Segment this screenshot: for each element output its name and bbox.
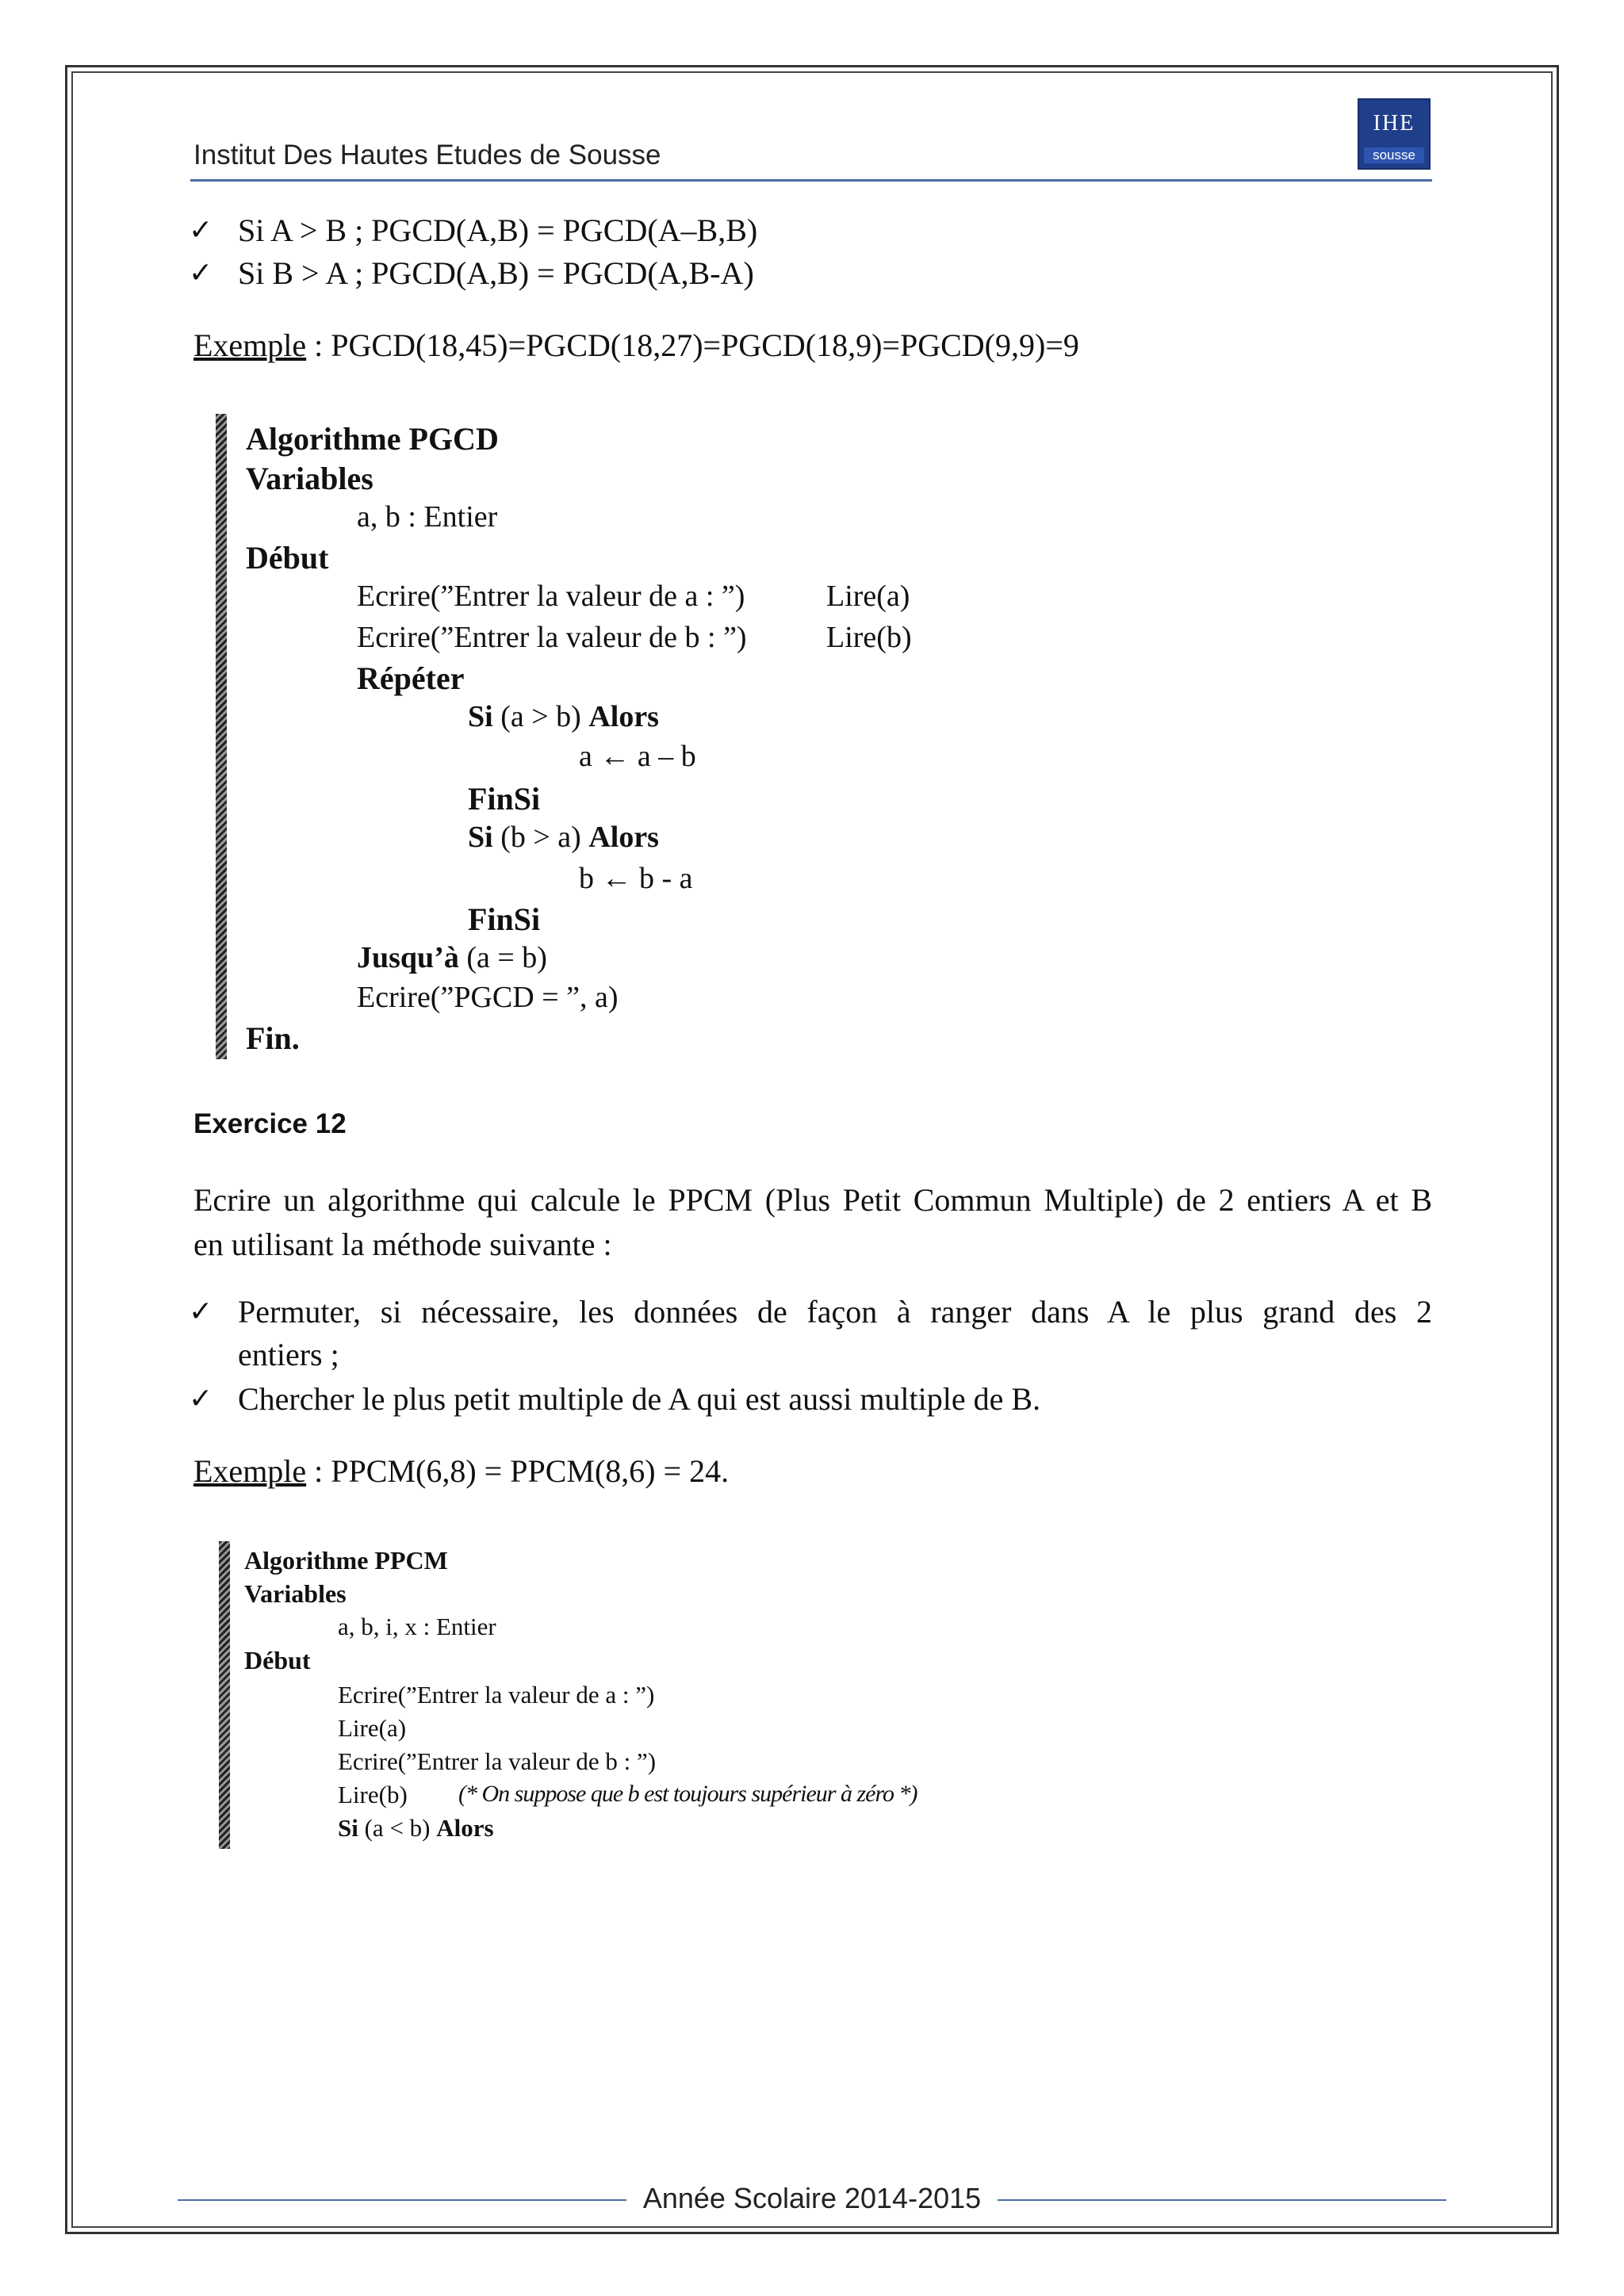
bullet-text: Si B > A ; PGCD(A,B) = PGCD(A,B-A): [238, 255, 754, 291]
code-line: Fin.: [246, 1020, 300, 1056]
bullet-text: Permuter, si nécessaire, les données de façon à ranger dans A le plus grand des 2: [238, 1294, 1432, 1330]
check-icon: ✓: [189, 214, 213, 247]
code-line: a, b, i, x : Entier: [338, 1613, 496, 1640]
code-line: Jusqu’à (a = b): [357, 941, 547, 974]
code-line: Lire(b): [826, 621, 912, 654]
bullet-item: [189, 1291, 1432, 1376]
code-line: Si (b > a) Alors: [468, 821, 659, 854]
header-title: Institut Des Hautes Etudes de Sousse: [193, 140, 661, 170]
code-line: a ← a – b: [579, 740, 696, 773]
code-line: Répéter: [357, 660, 465, 696]
code-comment: (* On suppose que b est toujours supérieur à zéro *): [458, 1781, 917, 1807]
logo-letters: IHE: [1373, 111, 1415, 136]
code-line: Algorithme PPCM: [244, 1546, 448, 1575]
code-line: Ecrire(”Entrer la valeur de b : ”): [338, 1747, 657, 1775]
example-label: Exemple: [193, 1453, 307, 1489]
bullet-text: Si A > B ; PGCD(A,B) = PGCD(A–B,B): [238, 212, 758, 248]
exercise-statement: [193, 1178, 1432, 1267]
code-line: Si (a > b) Alors: [468, 700, 659, 733]
example-pgcd: [193, 323, 1432, 368]
header-rule: [190, 179, 1432, 182]
code-line: Début: [246, 540, 329, 576]
bullet-item: [189, 1378, 1041, 1421]
code-line: Lire(a): [826, 580, 910, 613]
code-margin-bar: [219, 1541, 230, 1849]
code-line: Variables: [246, 461, 373, 496]
page-border-inner: [71, 71, 1553, 2228]
code-line: Ecrire(”Entrer la valeur de a : ”): [357, 580, 745, 613]
footer-text: Année Scolaire 2014-2015: [642, 2182, 982, 2214]
bullet-text: Chercher le plus petit multiple de A qui est aussi multiple de B.: [238, 1381, 1041, 1417]
exercise-title: Exercice 12: [193, 1108, 347, 1139]
code-line: FinSi: [468, 781, 541, 817]
example-text: : PPCM(6,8) = PPCM(8,6) = 24.: [306, 1453, 730, 1489]
code-line: Ecrire(”PGCD = ”, a): [357, 981, 619, 1014]
bullet-text: entiers ;: [238, 1337, 339, 1372]
code-line: FinSi: [468, 901, 541, 937]
footer-rule-right: [998, 2199, 1446, 2201]
check-icon: ✓: [189, 1383, 213, 1415]
code-block-ppcm: [219, 1541, 964, 1849]
code-line: Ecrire(”Entrer la valeur de b : ”): [357, 621, 747, 654]
example-text: : PGCD(18,45)=PGCD(18,27)=PGCD(18,9)=PGCD(9,9)=9: [306, 327, 1079, 363]
code-line: Algorithme PGCD: [246, 421, 499, 457]
statement-line: Ecrire un algorithme qui calcule le PPCM (Plus Petit Commun Multiple) de 2 entiers A et B: [193, 1182, 1432, 1218]
statement-line: en utilisant la méthode suivante :: [193, 1226, 612, 1262]
code-line: Ecrire(”Entrer la valeur de a : ”): [338, 1681, 655, 1709]
example-ppcm: [193, 1449, 1432, 1494]
code-line: b ← b - a: [579, 862, 693, 895]
code-line: Si (a < b) Alors: [338, 1814, 494, 1842]
code-margin-bar: [216, 414, 227, 1059]
bullet-item: [189, 209, 758, 252]
check-icon: ✓: [189, 257, 213, 289]
code-block-pgcd: [216, 414, 945, 1059]
code-line: Variables: [244, 1579, 347, 1608]
example-label: Exemple: [193, 327, 307, 363]
code-line: Lire(a): [338, 1714, 407, 1742]
code-line: Début: [244, 1646, 311, 1674]
bullet-item: [189, 252, 754, 295]
code-line: a, b : Entier: [357, 500, 498, 534]
logo-caption: sousse: [1364, 147, 1424, 163]
code-line: Lire(b): [338, 1781, 408, 1808]
check-icon: ✓: [189, 1295, 213, 1328]
institution-logo: [1358, 98, 1431, 170]
